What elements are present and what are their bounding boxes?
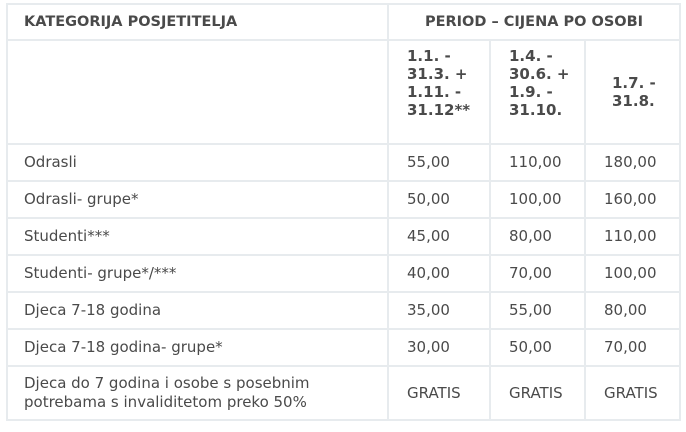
row-price-period-2: 80,00 — [490, 218, 585, 255]
row-category: Odrasli — [7, 144, 388, 181]
row-price-period-1: GRATIS — [388, 366, 490, 420]
row-price-period-1: 55,00 — [388, 144, 490, 181]
row-price-period-3: 80,00 — [585, 292, 680, 329]
row-price-period-1: 50,00 — [388, 181, 490, 218]
period-2: 1.4. - 30.6. + 1.9. - 31.10. — [490, 40, 585, 144]
row-price-period-2: 110,00 — [490, 144, 585, 181]
row-price-period-1: 30,00 — [388, 329, 490, 366]
price-table — [6, 3, 681, 421]
row-price-period-3: 100,00 — [585, 255, 680, 292]
table-row — [7, 181, 680, 218]
row-price-period-2: 50,00 — [490, 329, 585, 366]
table-row — [7, 144, 680, 181]
table-row — [7, 329, 680, 366]
row-price-period-1: 35,00 — [388, 292, 490, 329]
period-3: 1.7. - 31.8. — [585, 40, 680, 144]
header-row — [7, 4, 680, 40]
row-price-period-3: 160,00 — [585, 181, 680, 218]
row-category: Djeca 7-18 godina — [7, 292, 388, 329]
row-category: Djeca 7-18 godina- grupe* — [7, 329, 388, 366]
row-price-period-3: 180,00 — [585, 144, 680, 181]
table-row — [7, 292, 680, 329]
row-category: Djeca do 7 godina i osobe s posebnim potrebama s invaliditetom preko 50% — [7, 366, 388, 420]
header-period: PERIOD – CIJENA PO OSOBI — [388, 4, 680, 40]
period-row-empty-cell — [7, 40, 388, 144]
header-category: KATEGORIJA POSJETITELJA — [7, 4, 388, 40]
row-price-period-3: 110,00 — [585, 218, 680, 255]
table-row — [7, 366, 680, 420]
period-row — [7, 40, 680, 144]
period-1: 1.1. - 31.3. + 1.11. - 31.12** — [388, 40, 490, 144]
row-category: Odrasli- grupe* — [7, 181, 388, 218]
row-price-period-2: 55,00 — [490, 292, 585, 329]
row-price-period-2: 70,00 — [490, 255, 585, 292]
row-price-period-2: GRATIS — [490, 366, 585, 420]
row-price-period-3: 70,00 — [585, 329, 680, 366]
row-category: Studenti*** — [7, 218, 388, 255]
row-price-period-1: 40,00 — [388, 255, 490, 292]
row-price-period-2: 100,00 — [490, 181, 585, 218]
table-row — [7, 255, 680, 292]
row-category: Studenti- grupe*/*** — [7, 255, 388, 292]
row-price-period-3: GRATIS — [585, 366, 680, 420]
row-price-period-1: 45,00 — [388, 218, 490, 255]
table-row — [7, 218, 680, 255]
